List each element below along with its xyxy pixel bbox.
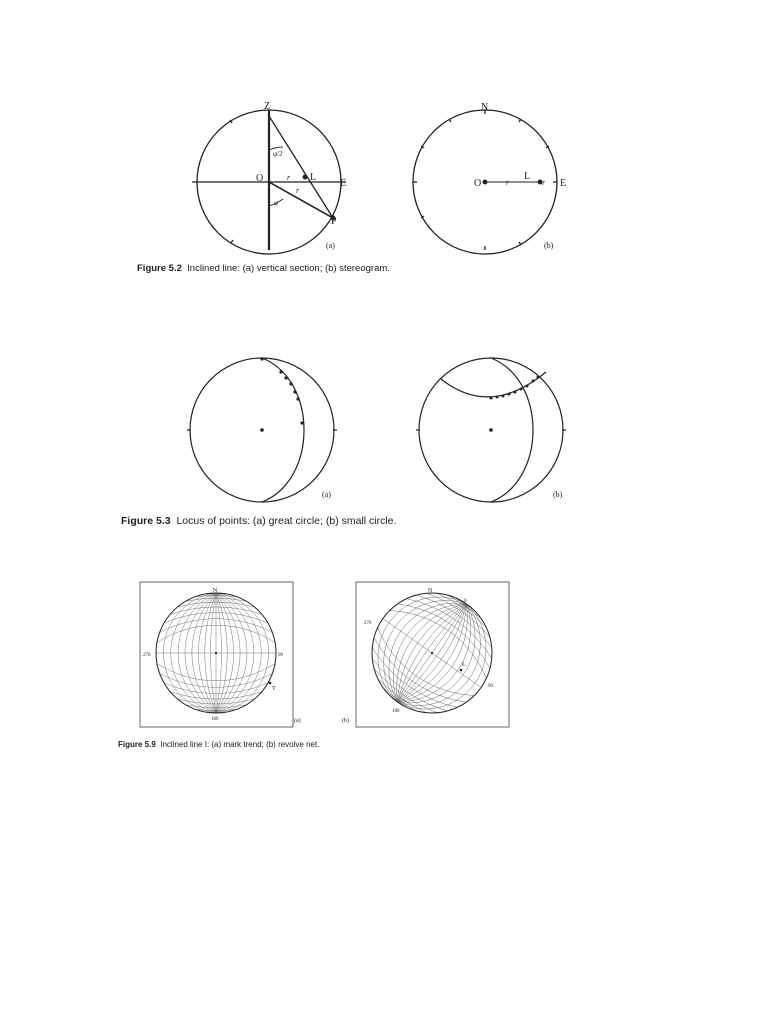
point-t <box>269 682 272 685</box>
label-l: L <box>462 662 466 668</box>
caption-number: Figure 5.9 <box>118 740 156 749</box>
label-phi: φ <box>274 199 279 207</box>
label-phi2: φ/2 <box>273 150 283 158</box>
label-n: N <box>213 588 218 594</box>
label-l: L <box>524 171 531 182</box>
label-270: 270 <box>364 621 372 626</box>
label-180: 180 <box>392 709 400 714</box>
label-o: O <box>474 178 482 189</box>
point-l <box>460 669 463 672</box>
panel-label-b: (b) <box>342 718 349 724</box>
label-r-2: r <box>542 178 546 187</box>
panel-label-b: (b) <box>553 490 563 499</box>
label-n: N <box>428 588 433 594</box>
label-z: Z <box>264 101 271 112</box>
stereonet-a <box>156 593 276 713</box>
caption-text: Inclined line: (a) vertical section; (b) stereogram. <box>187 263 390 274</box>
label-e: E <box>560 178 567 189</box>
label-270: 270 <box>143 653 151 658</box>
caption-number: Figure 5.2 <box>137 263 182 274</box>
caption-text: Locus of points: (a) great circle; (b) small circle. <box>176 515 397 527</box>
label-e: E <box>340 178 347 189</box>
label-o: O <box>256 173 264 184</box>
label-p: P <box>331 216 337 227</box>
panel-label-a: (a) <box>294 718 301 724</box>
label-n: N <box>481 102 489 113</box>
stereonet-b <box>348 569 515 736</box>
label-0: 0 <box>464 599 467 604</box>
label-90: 90 <box>278 653 283 658</box>
label-180: 180 <box>211 717 219 722</box>
frame-a <box>140 582 293 727</box>
label-r-lower: r <box>296 186 300 195</box>
panel-label-b: (b) <box>544 241 554 250</box>
label-l: L <box>310 172 317 183</box>
figure-5-9-caption <box>118 740 319 749</box>
panel-label-a: (a) <box>322 490 331 499</box>
caption-number: Figure 5.3 <box>121 515 171 527</box>
label-90: 90 <box>488 684 493 689</box>
frame-b <box>356 582 509 727</box>
label-t: T <box>272 686 276 692</box>
label-r-1: r <box>506 178 510 187</box>
label-r-upper: r <box>287 173 291 182</box>
caption-text: Inclined line I: (a) mark trend; (b) revolve net. <box>160 740 320 749</box>
panel-label-a: (a) <box>326 241 335 250</box>
